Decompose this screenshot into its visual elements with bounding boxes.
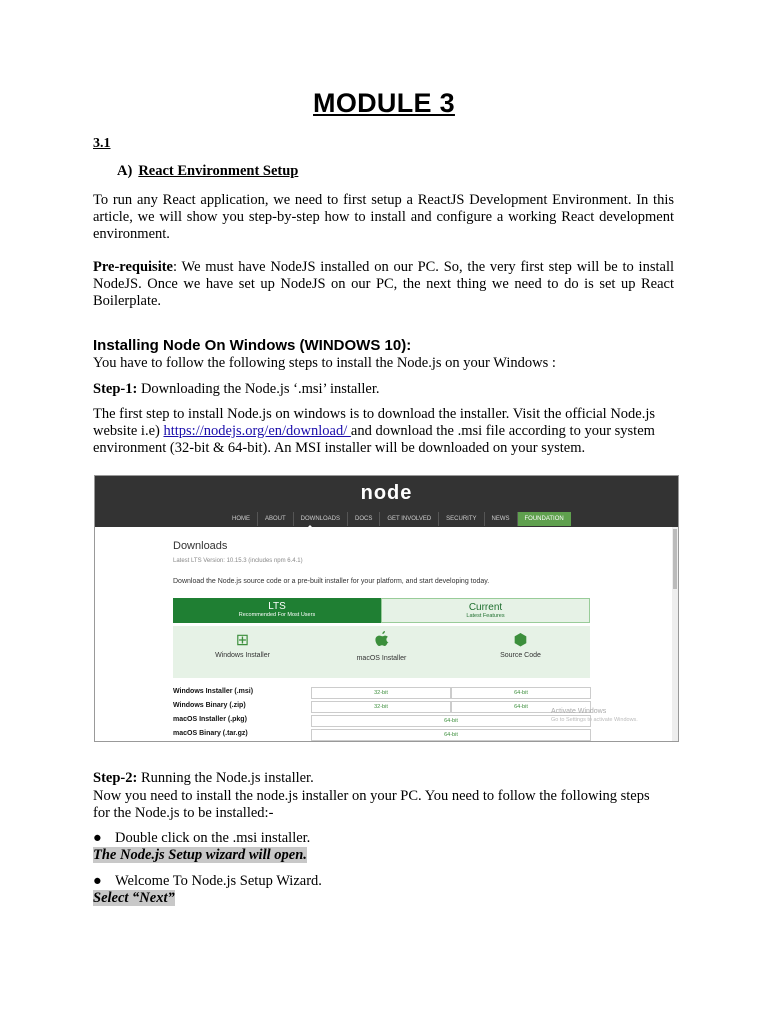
box-icon: ⬢ [513, 632, 528, 649]
row-label-mac-pkg: macOS Installer (.pkg) [173, 716, 247, 723]
row-label-win-msi: Windows Installer (.msi) [173, 688, 254, 695]
prereq-text: : We must have NodeJS installed on our PC. So, the very first step will be to install NodeJS. Once we have set up NodeJS on our PC, the next thing we need to do is set up React Boilerplate. [93, 259, 674, 309]
nav-news[interactable]: NEWS [484, 512, 517, 526]
tab-lts-title: LTS [268, 601, 286, 612]
win-zip-32bit-link[interactable]: 32-bit [311, 701, 451, 713]
section-number: 3.1 [93, 136, 111, 151]
page-title: MODULE 3 [313, 88, 455, 118]
step2-line [93, 770, 314, 787]
step1-para-b: and download the .msi file according to your system environment (32-bit & 64-bit). An MSI installer will be downloaded on your system. [93, 422, 655, 456]
win-msi-32bit-link[interactable]: 32-bit [311, 687, 451, 699]
bullet-item [93, 873, 322, 890]
install-heading: Installing Node On Windows (WINDOWS 10): [93, 337, 412, 354]
source-code-label: Source Code [500, 652, 541, 659]
bullet-note: Select “Next” [93, 890, 175, 906]
activate-windows-watermark: Activate Windows [551, 708, 607, 715]
windows-icon: ⊞ [235, 632, 250, 649]
activate-windows-hint: Go to Settings to activate Windows. [551, 717, 638, 723]
subsection-letter: A) [117, 163, 133, 179]
step1-para-a: The first step to install Node.js on windows is to download the installer. Visit the official Node.js website i.e) [93, 406, 656, 439]
nav-foundation[interactable]: FOUNDATION [517, 512, 571, 526]
row-label-win-zip: Windows Binary (.zip) [173, 702, 246, 709]
win-msi-64bit-link[interactable]: 64-bit [451, 687, 591, 699]
scrollbar[interactable] [672, 527, 678, 741]
step1-label: Step-1: [93, 381, 138, 397]
intro-paragraph: To run any React application, we need to first setup a ReactJS Development Environment. In this article, we will show you step-by-step how to install and configure a working React development environment. [93, 192, 674, 242]
nav-home[interactable]: HOME [232, 516, 250, 522]
bullet-text: Welcome To Node.js Setup Wizard. [115, 873, 322, 889]
tab-current-sub: Latest Features [466, 613, 505, 619]
scrollbar-thumb[interactable] [673, 529, 677, 589]
source-code-box[interactable] [451, 626, 590, 678]
downloads-description: Download the Node.js source code or a pre-built installer for your platform, and start developing today. [173, 578, 490, 585]
macos-installer-box[interactable] [312, 626, 451, 678]
bullet-note: The Node.js Setup wizard will open. [93, 847, 307, 863]
bullet-text: Double click on the .msi installer. [115, 830, 311, 846]
nav-security[interactable]: SECURITY [438, 512, 483, 526]
downloads-title: Downloads [173, 540, 228, 552]
follow-text: You have to follow the following steps to install the Node.js on your Windows : [93, 355, 556, 371]
mac-pkg-64bit-link[interactable]: 64-bit [311, 715, 591, 727]
step1-paragraph [93, 406, 678, 456]
tab-current[interactable] [381, 598, 590, 623]
tab-current-title: Current [468, 602, 503, 613]
nav-about[interactable]: ABOUT [257, 512, 293, 526]
step2-paragraph: Now you need to install the node.js installer on your PC. You need to follow the following steps for the Node.js to be installed:- [93, 788, 650, 821]
tab-lts[interactable] [173, 598, 381, 623]
active-nav-caret-icon [305, 525, 315, 530]
step2-label: Step-2: [93, 770, 138, 786]
nodejs-download-screenshot [94, 475, 679, 742]
subsection-heading [117, 163, 298, 180]
nav-docs[interactable]: DOCS [347, 512, 379, 526]
prereq-paragraph [93, 259, 674, 309]
macos-installer-label: macOS Installer [356, 655, 407, 662]
mac-tar-64bit-link[interactable]: 64-bit [311, 729, 591, 741]
row-label-mac-tar: macOS Binary (.tar.gz) [173, 730, 248, 737]
bullet-dot-icon: ● [93, 873, 102, 889]
tab-lts-sub: Recommended For Most Users [238, 612, 316, 618]
subsection-title: React Environment Setup [138, 163, 299, 179]
nodejs-nav-items [225, 512, 571, 526]
bullet-dot-icon: ● [93, 830, 102, 846]
step2-text: Running the Node.js installer. [137, 770, 314, 786]
bullet-item [93, 830, 310, 847]
nav-get-involved[interactable]: GET INVOLVED [379, 512, 438, 526]
prereq-label: Pre-requisite [93, 259, 173, 275]
nav-downloads[interactable]: DOWNLOADS [293, 512, 347, 526]
win-zip-64bit-link[interactable]: 64-bit [451, 701, 591, 713]
nodejs-download-link[interactable]: https://nodejs.org/en/download/ [163, 422, 351, 439]
nodejs-nav-bar [95, 476, 678, 527]
lts-version: Latest LTS Version: 10.15.3 (includes npm 6.4.1) [173, 558, 303, 564]
step1-line [93, 381, 379, 398]
apple-icon [312, 630, 451, 653]
nodejs-logo: node [360, 482, 413, 504]
windows-installer-label: Windows Installer [215, 652, 270, 659]
step1-text: Downloading the Node.js ‘.msi’ installer. [137, 381, 380, 397]
windows-installer-box[interactable] [173, 626, 312, 678]
